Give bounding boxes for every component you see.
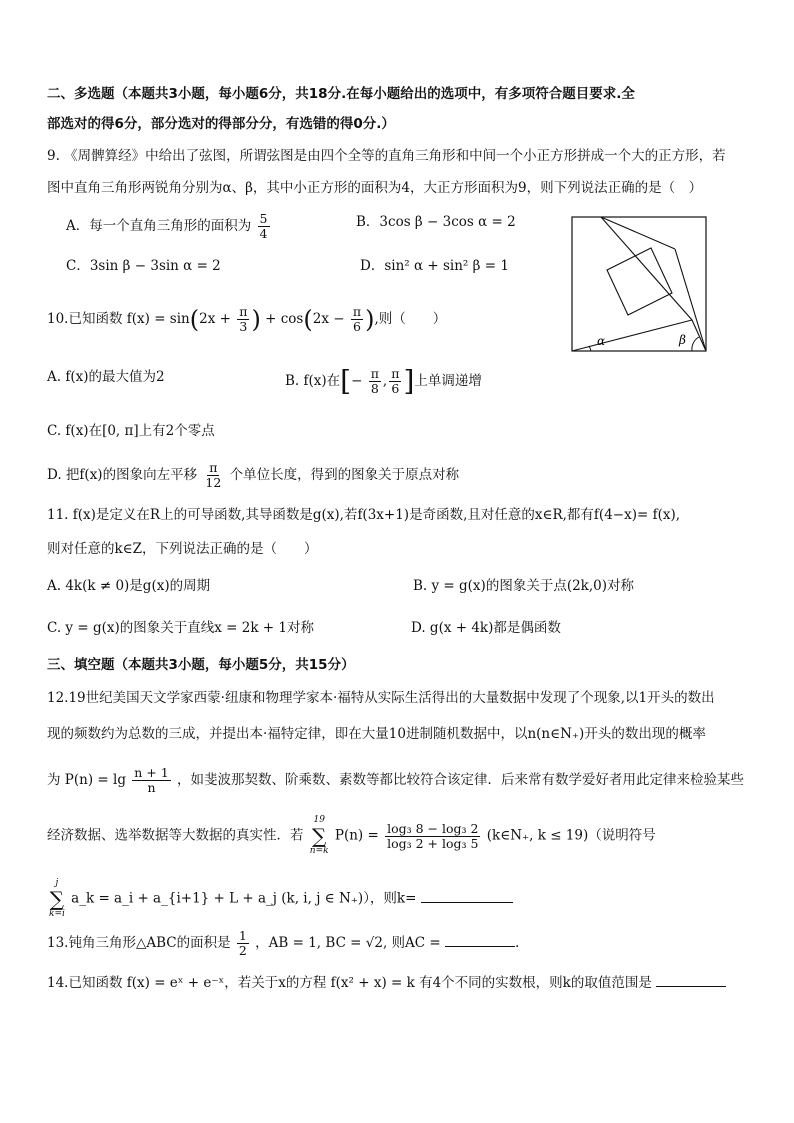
xian-tu-diagram <box>571 216 707 354</box>
beta-arc <box>692 337 699 351</box>
answer-blank[interactable] <box>421 888 513 903</box>
q9-option-b: B．3cos β − 3cos α = 2 <box>356 214 516 230</box>
fraction-denominator: log₃ 2 + log₃ 5 <box>387 835 479 851</box>
q11-option-c: C. y = g(x)的图象关于直线x = 2k + 1对称 <box>47 620 315 636</box>
q11-line1: 11. f(x)是定义在R上的可导函数,其导函数是g(x),若f(3x+1)是奇函数,且对任意的x∈R,都有f(4−x)= f(x), <box>47 507 681 523</box>
q10-option-d <box>47 461 459 490</box>
fraction-numerator: π <box>352 304 362 319</box>
q10-option-b-frac1 <box>369 367 381 396</box>
fraction-denominator: 12 <box>205 475 222 490</box>
q10-part1: 2x + <box>199 311 231 327</box>
q12-line1: 12.19世纪美国天文学家西蒙·纽康和物理学家本·福特从实际生活得出的大量数据中发现了个现象,以1开头的数出 <box>47 690 715 706</box>
fraction-numerator: log₃ 8 − log₃ 2 <box>387 820 479 836</box>
q12-line4-prefix: 经济数据、选举数据等大数据的真实性．若 <box>47 827 304 844</box>
q11-option-a: A. 4k(k ≠ 0)是g(x)的周期 <box>47 578 211 594</box>
q12-line3-prefix: 为 P(n) = lg <box>47 772 126 788</box>
fraction-denominator: 2 <box>238 943 247 958</box>
q12-line4 <box>47 815 656 857</box>
fraction-numerator: 1 <box>238 928 247 943</box>
sum-lower: k=i <box>49 909 65 919</box>
q11-option-d: D. g(x + 4k)都是偶函数 <box>411 620 561 636</box>
triangle-edge-top <box>601 217 675 249</box>
q11-option-b: B. y = g(x)的图象关于点(2k,0)对称 <box>413 578 634 594</box>
fraction-numerator: π <box>209 460 218 475</box>
fraction-numerator: π <box>370 366 379 381</box>
q10-option-b-suffix: 上单调递增 <box>414 373 482 389</box>
q13-line: 13.钝角三角形△ABC的面积是 $\frac{1}{2}$ ，AB = 1, BC = √2, 则AC = . <box>47 928 520 958</box>
q10-option-d-suffix: 个单位长度，得到的图象关于原点对称 <box>229 467 460 483</box>
fraction-denominator: 8 <box>370 381 379 396</box>
q10-option-b-frac2 <box>389 367 401 396</box>
q12-line2: 现的频数约为总数的三成，并提出本·福特定律，即在大量10进制随机数据中，以n(n∈N₊)开头的数出现的概率 <box>47 726 706 742</box>
q10-option-d-prefix: D. 把f(x)的图象向左平移 <box>47 467 198 483</box>
fraction-denominator: 3 <box>239 319 248 334</box>
q10-suffix: ,则（ ） <box>374 311 447 327</box>
q10-option-c: C. f(x)在[0, π]上有2个零点 <box>47 423 215 439</box>
q10-frac2 <box>351 305 363 334</box>
q9-line2: 图中直角三角形两锐角分别为α、β，其中小正方形的面积为4，大正方形面积为9，则下列说法正确的是（ ） <box>47 180 703 196</box>
q13-prefix: 13.钝角三角形△ABC的面积是 <box>47 935 231 951</box>
section2-heading-line1: 二、多选题（本题共3小题，每小题6分，共18分.在每小题给出的选项中，有多项符合题目要求.全 <box>47 86 635 102</box>
q14-text: 14.已知函数 f(x) = eˣ + e⁻ˣ，若关于x的方程 f(x² + x) = k 有4个不同的实数根，则k的取值范围是 <box>47 975 652 991</box>
triangle-edge-right <box>692 320 706 351</box>
alpha-label: α <box>597 334 606 348</box>
fraction-denominator: 6 <box>391 381 400 396</box>
q12-line5-suffix: ），则k= <box>363 890 417 907</box>
fraction-numerator: n + 1 <box>134 765 169 780</box>
q12-line5 <box>47 878 513 920</box>
sum-lower: n=k <box>309 846 329 856</box>
q9-line1: 9. 《周髀算经》中给出了弦图，所谓弦图是由四个全等的直角三角形和中间一个小正方形拼成一个大的正方形，若 <box>47 148 726 164</box>
q12-line3-suffix: ，如斐波那契数、阶乘数、素数等都比较符合该定律．后来常有数学爱好者用此定律来检验某些 <box>177 772 744 788</box>
q9-option-a-text: A．每一个直角三角形的面积为 <box>66 218 252 234</box>
sigma-symbol: j ∑ k=i <box>49 878 65 919</box>
fraction-denominator: 4 <box>259 226 268 241</box>
q12-line4-mid: P(n) = <box>334 827 379 844</box>
fraction-numerator: π <box>391 366 400 381</box>
q12-line4-suffix: (k∈N₊, k ≤ 19)（说明符号 <box>486 827 656 844</box>
q10-frac1 <box>237 305 249 334</box>
q14-line <box>47 972 726 993</box>
q12-line4-frac <box>385 822 480 851</box>
q10-option-b-prefix: B. f(x)在 <box>285 373 341 389</box>
q12-line3-frac <box>132 766 170 795</box>
answer-blank[interactable] <box>445 932 515 947</box>
sum-upper: 19 <box>313 815 325 825</box>
q9-option-c: C．3sin β − 3sin α = 2 <box>66 258 221 274</box>
q9-option-a-fraction <box>258 212 270 241</box>
section2-heading-line2: 部选对的得6分，部分选对的得部分分，有选错的得0分.） <box>47 116 395 132</box>
answer-blank[interactable] <box>656 972 726 987</box>
sum-upper: j <box>55 878 59 888</box>
q9-option-a <box>66 212 272 241</box>
q10-part2: 2x − <box>312 311 345 327</box>
q10-option-a: A. f(x)的最大值为2 <box>47 369 165 385</box>
fraction-denominator: 6 <box>352 319 361 334</box>
q10-option-b: B. f(x)在[− $\frac{\pi}{8}$ , $\frac{\pi}{6}$ ]上单调递增 <box>285 364 482 398</box>
q9-option-d: D．sin² α + sin² β = 1 <box>360 258 509 274</box>
q10-option-d-frac <box>203 461 223 490</box>
q12-line3 <box>47 766 744 795</box>
q13-frac <box>237 929 249 958</box>
q12-line5-expr: a_k = a_i + a_{i+1} + L + a_j (k, i, j ∈ N₊) <box>71 890 364 907</box>
q10-option-b-minus: − <box>351 373 363 389</box>
beta-label: β <box>679 333 686 347</box>
q13-suffix: ，AB = 1, BC = √2, 则AC = <box>255 935 441 951</box>
q10-mid: + cos <box>265 311 304 327</box>
q10-prefix: 10.已知函数 f(x) = sin <box>47 311 190 327</box>
triangle-bottom <box>572 217 692 351</box>
q10-stem: 10.已知函数 f(x) = sin(2x + $\frac{\pi}{3}$ ) + cos(2x − $\frac{\pi}{6}$ ),则（ ） <box>47 304 447 334</box>
fraction-denominator: n <box>147 780 156 795</box>
fraction-numerator: π <box>239 304 248 319</box>
small-square <box>607 248 672 315</box>
fraction-numerator: 5 <box>259 211 268 226</box>
q11-line2: 则对任意的k∈Z，下列说法正确的是（ ） <box>47 541 318 557</box>
sigma-symbol: 19 ∑ n=k <box>309 815 329 856</box>
section3-heading: 三、填空题（本题共3小题，每小题5分，共15分） <box>47 657 355 673</box>
